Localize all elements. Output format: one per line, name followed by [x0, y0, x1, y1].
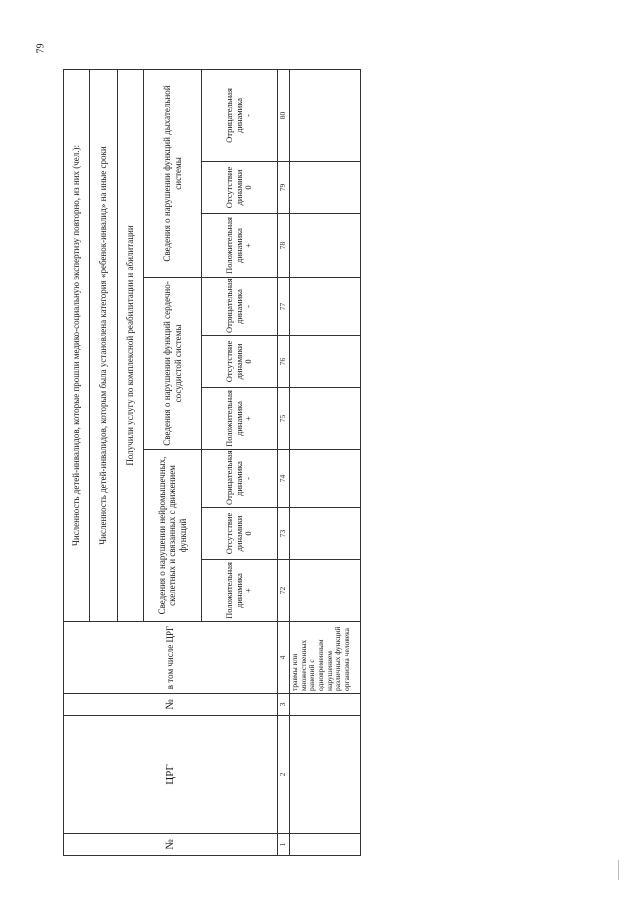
col-num: 80 [278, 69, 290, 161]
header-no2: № [64, 694, 278, 716]
data-cell [290, 69, 361, 161]
col-num: 74 [278, 450, 290, 508]
sub-absent-2: Отсутствие динамики 0 [202, 336, 278, 388]
col-num: 75 [278, 388, 290, 450]
data-cell [290, 716, 361, 834]
page-number: 79 [35, 43, 47, 54]
sub-negative-3: Отрицательная динамика - [202, 69, 278, 161]
group-cardiovascular: Сведения о нарушении функций сердечно-сосудистой системы [144, 278, 202, 450]
col-num: 72 [278, 560, 290, 622]
sub-positive-2: Положительная динамика + [202, 388, 278, 450]
sub-absent-1: Отсутствие динамики 0 [202, 508, 278, 560]
data-cell [290, 278, 361, 336]
col-num: 79 [278, 162, 290, 214]
data-cell [290, 214, 361, 278]
data-cell [290, 834, 361, 856]
data-cell [290, 388, 361, 450]
header-rehab: Получили услугу по комплексной реабилитации и абилитации [118, 69, 144, 621]
data-cell [290, 450, 361, 508]
col-num: 73 [278, 508, 290, 560]
data-cell [290, 560, 361, 622]
col-num: 1 [278, 834, 290, 856]
col-num: 2 [278, 716, 290, 834]
group-neuromuscular: Сведения о нарушении нейромышечных, скелетных и связанных с движением функций [144, 450, 202, 622]
header-crg: ЦРГ [64, 716, 278, 834]
col-num: 77 [278, 278, 290, 336]
sub-positive-1: Положительная динамика + [202, 560, 278, 622]
col-num: 76 [278, 336, 290, 388]
sub-positive-3: Положительная динамика + [202, 214, 278, 278]
header-category: Численность детей-инвалидов, которым была установлена категория «ребенок-инвалид» на иные сроки [90, 69, 118, 621]
col-num: 3 [278, 694, 290, 716]
scan-edge-mark [618, 860, 631, 880]
col-num: 78 [278, 214, 290, 278]
rotated-table-canvas [63, 70, 360, 856]
data-cell [290, 508, 361, 560]
data-cell [290, 336, 361, 388]
row-description: травмы или множественных ранений с одновременным нарушением различных функций организма человека [290, 622, 361, 694]
sub-negative-2: Отрицательная динамика - [202, 278, 278, 336]
sub-absent-3: Отсутствие динамики 0 [202, 162, 278, 214]
header-top: Численность детей-инвалидов, которые прошли медико-социальную экспертизу повторно, из них (чел.): [64, 69, 90, 621]
group-respiratory: Сведения о нарушении функций дыхательной системы [144, 69, 202, 277]
data-cell [290, 162, 361, 214]
header-crg-incl: в том числе ЦРГ [64, 622, 278, 694]
sub-negative-1: Отрицательная динамика - [202, 450, 278, 508]
data-cell [290, 694, 361, 716]
col-num: 4 [278, 622, 290, 694]
statistics-table [63, 69, 361, 856]
header-no: № [64, 834, 278, 856]
